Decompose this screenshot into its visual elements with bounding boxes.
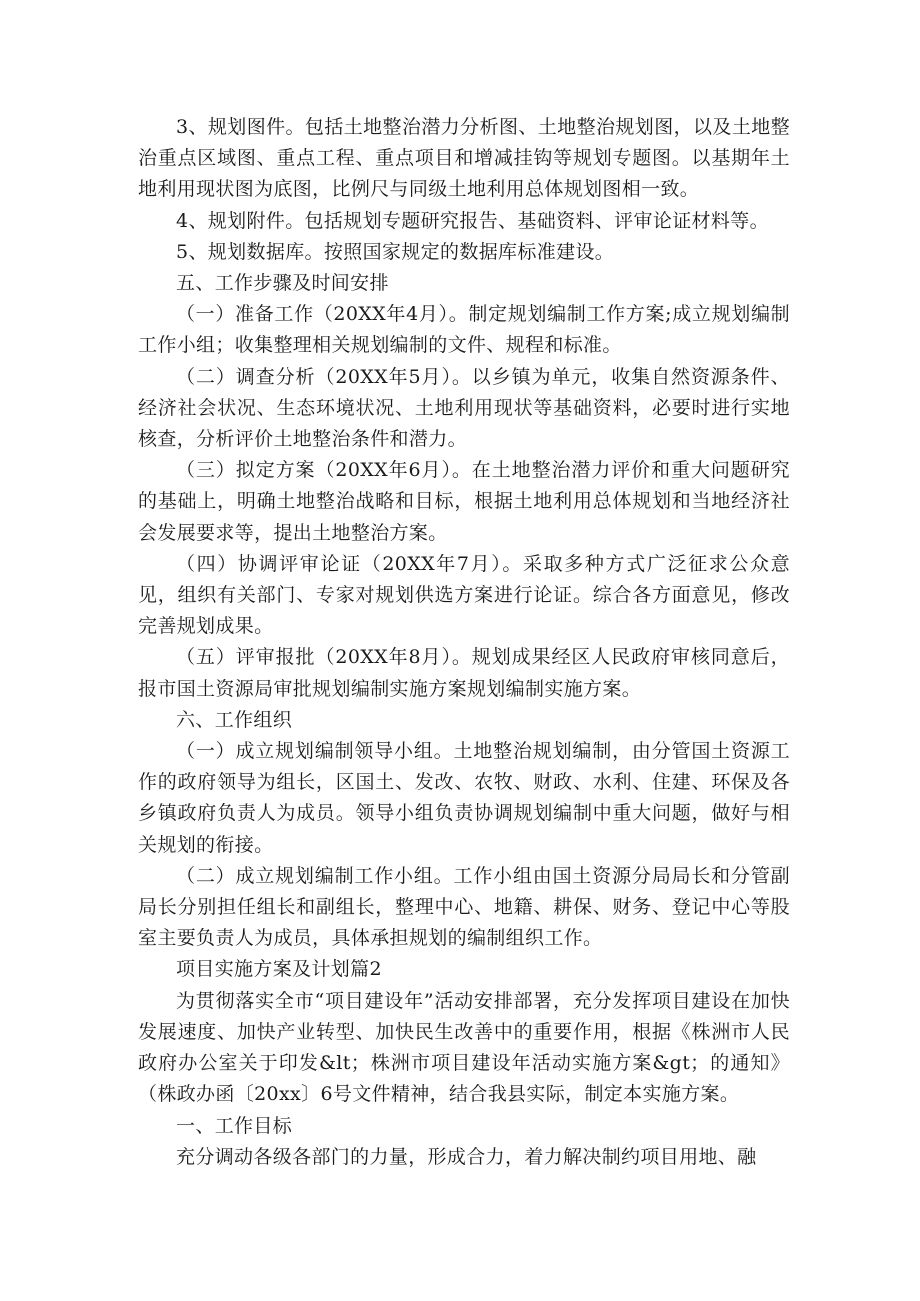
section-heading-work-steps: 五、工作步骤及时间安排 bbox=[176, 272, 389, 295]
paragraph-planning-database: 5、规划数据库。按照国家规定的数据库标准建设。 bbox=[176, 240, 615, 263]
paragraph-intro: 为贯彻落实全市“项目建设年”活动安排部署，充分发挥项目建设在加快发展速度、加快产业转型、加快民生改善中的重要作用，根据《株洲市人民政府办公室关于印发&lt；株洲市项目建设年活动实施方案&gt；的通知》（株政办函〔20xx〕6号文件精神，结合我县实际，制定本实施方案。 bbox=[138, 989, 790, 1106]
paragraph-step-approval: （五）评审报批（20XX年8月）。规划成果经区人民政府审核同意后，报市国土资源局审批规划编制实施方案规划编制实施方案。 bbox=[138, 646, 790, 700]
section-heading-goals: 一、工作目标 bbox=[176, 1114, 293, 1137]
paragraph-step-investigation: （二）调查分析（20XX年5月）。以乡镇为单元，收集自然资源条件、经济社会状况、生态环境状况、土地利用现状等基础资料，必要时进行实地核查，分析评价土地整治条件和潜力。 bbox=[138, 365, 790, 451]
paragraph-step-preparation: （一）准备工作（20XX年4月）。制定规划编制工作方案;成立规划编制工作小组；收集整理相关规划编制的文件、规程和标准。 bbox=[138, 303, 790, 357]
paragraph-working-group: （二）成立规划编制工作小组。工作小组由国土资源分局局长和分管副局长分别担任组长和副组长，整理中心、地籍、耕保、财务、登记中心等股室主要负责人为成员，具体承担规划的编制组织工作。 bbox=[138, 864, 790, 950]
paragraph-step-review: （四）协调评审论证（20XX年7月）。采取多种方式广泛征求公众意见，组织有关部门、专家对规划供选方案进行论证。综合各方面意见，修改完善规划成果。 bbox=[138, 552, 790, 638]
paragraph-goals: 充分调动各级各部门的力量，形成合力，着力解决制约项目用地、融 bbox=[176, 1145, 757, 1168]
paragraph-step-draft-plan: （三）拟定方案（20XX年6月）。在土地整治潜力评价和重大问题研究的基础上，明确土地整治战略和目标，根据土地利用总体规划和当地经济社会发展要求等，提出土地整治方案。 bbox=[138, 459, 790, 544]
article-title-part-2: 项目实施方案及计划篇2 bbox=[176, 958, 382, 981]
paragraph-leading-group: （一）成立规划编制领导小组。土地整治规划编制，由分管国土资源工作的政府领导为组长，区国土、发改、农牧、财政、水利、住建、环保及各乡镇政府负责人为成员。领导小组负责协调规划编制中重大问题，做好与相关规划的衔接。 bbox=[138, 740, 790, 856]
paragraph-planning-drawings: 3、规划图件。包括土地整治潜力分析图、土地整治规划图，以及土地整治重点区域图、重点工程、重点项目和增减挂钩等规划专题图。以基期年土地利用现状图为底图，比例尺与同级土地利用总体规划图相一致。 bbox=[138, 116, 790, 201]
document-body bbox=[138, 112, 790, 1173]
paragraph-planning-attachments: 4、规划附件。包括规划专题研究报告、基础资料、评审论证材料等。 bbox=[176, 209, 769, 232]
section-heading-organization: 六、工作组织 bbox=[176, 708, 293, 731]
